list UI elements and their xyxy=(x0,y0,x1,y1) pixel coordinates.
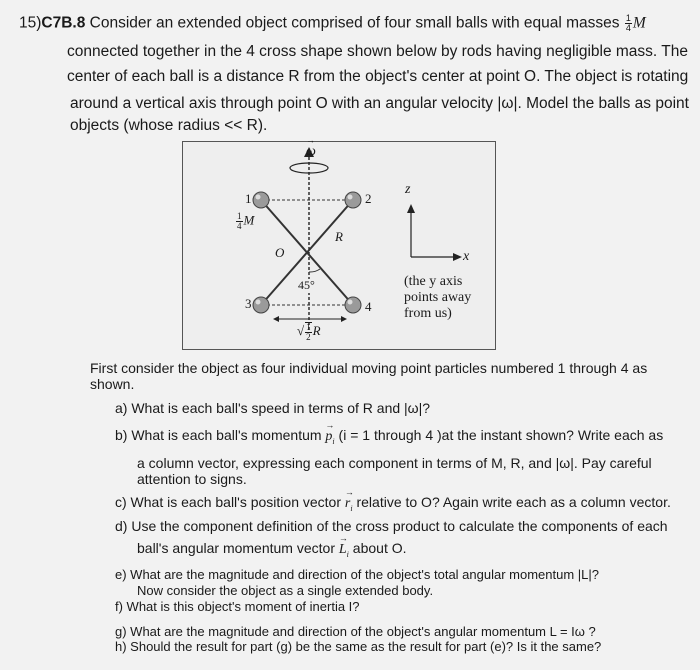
ball-4-label: 4 xyxy=(365,299,372,314)
question-e-line-2: Now consider the object as a single extended body. xyxy=(137,583,434,598)
ball-1 xyxy=(253,192,269,208)
question-e-line-1: e) What are the magnitude and direction of the object's total angular momentum |L|? xyxy=(115,567,600,582)
problem-line-1-text: Consider an extended object comprised of four small balls with equal masses xyxy=(89,14,620,32)
ball-1-label: 1 xyxy=(245,191,252,206)
ball-3-label: 3 xyxy=(245,296,252,311)
question-f: f) What is this object's moment of inertia I? xyxy=(115,599,360,614)
ball-4-highlight xyxy=(348,300,353,305)
z-axis-arrowhead xyxy=(407,204,415,213)
intro-line-1: First consider the object as four individual moving point particles numbered 1 through 4 as xyxy=(90,360,648,376)
angle-label: 45° xyxy=(298,278,315,292)
question-a: a) What is each ball's speed in terms of R and |ω|? xyxy=(115,400,431,416)
problem-line-4: around a vertical axis through point O with an angular velocity |ω|. Model the balls as point xyxy=(70,95,689,112)
question-d-line-2: ball's angular momentum vector → $L_i$ about O. xyxy=(137,540,407,559)
ball-4 xyxy=(345,297,361,313)
problem-code: C7B.8 xyxy=(41,14,86,32)
half-fraction: $\frac{1}{2}$ xyxy=(306,322,311,342)
ball-3-highlight xyxy=(256,300,261,305)
ball-2-label: 2 xyxy=(365,191,372,206)
quarter-fraction: $\frac{1}{4}$ xyxy=(625,13,631,33)
problem-number: 15) xyxy=(19,14,42,32)
omega-label: → ω xyxy=(306,144,316,160)
ball-1-highlight xyxy=(256,195,261,200)
intro-line-2: shown. xyxy=(90,376,135,392)
question-c: c) What is each ball's position vector → $r_i$ relative to O? Again write each as a column vector. xyxy=(115,494,671,513)
ball-2-highlight xyxy=(348,195,353,200)
problem-line-1 xyxy=(19,14,646,33)
question-b-line-2: a column vector, expressing each component in terms of M, R, and |ω|. Pay careful xyxy=(137,455,652,471)
ball-3 xyxy=(253,297,269,313)
x-axis-arrowhead xyxy=(453,253,462,261)
distance-arrow-left-head xyxy=(273,316,279,322)
angle-arc xyxy=(309,269,320,272)
y-axis-note-3: from us) xyxy=(404,306,452,321)
quarter-mass-label: $\frac{1}{4}$ M xyxy=(237,211,255,231)
question-b-line-3: attention to signs. xyxy=(137,471,247,487)
y-axis-note-1: (the y axis xyxy=(404,274,463,289)
ball-2 xyxy=(345,192,361,208)
problem-line-2: connected together in the 4 cross shape shown below by rods having negligible mass. The xyxy=(67,43,688,60)
x-axis-label: x xyxy=(463,249,470,264)
problem-line-3: center of each ball is a distance R from the object's center at point O. The object is rotating xyxy=(67,68,689,85)
mass-symbol: M xyxy=(632,14,646,32)
question-b-line-1: b) What is each ball's momentum → $p_i$ (i = 1 through 4 )at the instant shown? Write each as xyxy=(115,427,663,446)
question-g: g) What are the magnitude and direction of the object's angular momentum L = Iω ? xyxy=(115,624,596,639)
z-axis-label: z xyxy=(405,182,411,197)
distance-label: √ $\frac{1}{2}$ R xyxy=(297,322,321,342)
r-label: R xyxy=(335,229,343,244)
y-axis-note-2: points away xyxy=(404,290,472,305)
problem-line-5: objects (whose radius << R). xyxy=(70,117,268,134)
cross-figure xyxy=(182,141,496,350)
origin-label: O xyxy=(275,245,285,260)
distance-arrow-right-head xyxy=(341,316,347,322)
question-h: h) Should the result for part (g) be the same as the result for part (e)? Is it the same? xyxy=(115,639,602,654)
question-d-line-1: d) Use the component definition of the cross product to calculate the components of each xyxy=(115,518,668,534)
